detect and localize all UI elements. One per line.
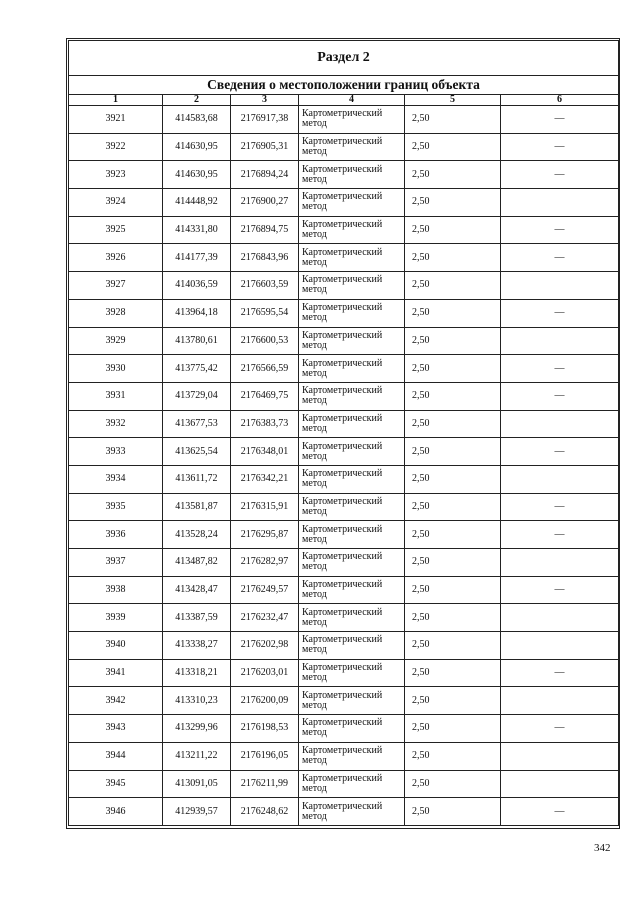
point-number-cell: 3928 <box>69 299 163 327</box>
table-row <box>69 382 619 410</box>
accuracy-cell: 2,50 <box>405 604 501 632</box>
x-coordinate-cell: 414448,92 <box>163 189 231 217</box>
point-number-cell: 3940 <box>69 632 163 660</box>
accuracy-cell: 2,50 <box>405 465 501 493</box>
table-subtitle: Сведения о местоположении границ объекта <box>69 76 619 95</box>
method-line-2: метод <box>302 672 327 684</box>
accuracy-cell: 2,50 <box>405 355 501 383</box>
x-coordinate-cell: 413775,42 <box>163 355 231 383</box>
y-coordinate-cell: 2176282,97 <box>231 549 299 577</box>
x-coordinate-cell: 413338,27 <box>163 632 231 660</box>
method-cell <box>299 549 405 577</box>
method-line-2: метод <box>302 312 327 324</box>
method-line-1: Картометрический <box>302 579 383 591</box>
x-coordinate-cell: 413487,82 <box>163 549 231 577</box>
description-cell <box>501 465 619 493</box>
accuracy-cell: 2,50 <box>405 272 501 300</box>
table-row <box>69 576 619 604</box>
y-coordinate-cell: 2176900,27 <box>231 189 299 217</box>
x-coordinate-cell: 413091,05 <box>163 770 231 798</box>
description-cell <box>501 327 619 355</box>
method-cell <box>299 216 405 244</box>
description-cell <box>501 189 619 217</box>
description-cell <box>501 742 619 770</box>
point-number-cell: 3944 <box>69 742 163 770</box>
x-coordinate-cell: 413318,21 <box>163 659 231 687</box>
point-number-cell: 3927 <box>69 272 163 300</box>
document-table-container <box>68 40 618 826</box>
accuracy-cell: 2,50 <box>405 521 501 549</box>
table-row <box>69 549 619 577</box>
method-cell <box>299 244 405 272</box>
description-cell <box>501 604 619 632</box>
description-cell: — <box>501 382 619 410</box>
accuracy-cell: 2,50 <box>405 244 501 272</box>
method-line-1: Картометрический <box>302 412 383 424</box>
x-coordinate-cell: 413428,47 <box>163 576 231 604</box>
accuracy-cell: 2,50 <box>405 299 501 327</box>
method-line-2: метод <box>302 699 327 711</box>
point-number-cell: 3929 <box>69 327 163 355</box>
x-coordinate-cell: 414331,80 <box>163 216 231 244</box>
column-header: 3 <box>231 95 299 106</box>
method-line-2: метод <box>302 589 327 601</box>
method-cell <box>299 632 405 660</box>
method-line-1: Картометрический <box>302 800 383 812</box>
method-line-2: метод <box>302 146 327 158</box>
y-coordinate-cell: 2176894,75 <box>231 216 299 244</box>
x-coordinate-cell: 413528,24 <box>163 521 231 549</box>
column-header: 2 <box>163 95 231 106</box>
description-cell: — <box>501 493 619 521</box>
table-row <box>69 798 619 826</box>
method-cell <box>299 327 405 355</box>
column-header: 1 <box>69 95 163 106</box>
point-number-cell: 3934 <box>69 465 163 493</box>
table-row <box>69 659 619 687</box>
boundary-table <box>68 40 619 826</box>
table-row <box>69 189 619 217</box>
method-line-2: метод <box>302 727 327 739</box>
y-coordinate-cell: 2176917,38 <box>231 106 299 134</box>
accuracy-cell: 2,50 <box>405 770 501 798</box>
point-number-cell: 3945 <box>69 770 163 798</box>
description-cell <box>501 410 619 438</box>
y-coordinate-cell: 2176603,59 <box>231 272 299 300</box>
method-line-1: Картометрический <box>302 274 383 286</box>
point-number-cell: 3922 <box>69 133 163 161</box>
method-line-1: Картометрический <box>302 717 383 729</box>
method-line-2: метод <box>302 478 327 490</box>
method-line-1: Картометрический <box>302 634 383 646</box>
column-header: 4 <box>299 95 405 106</box>
column-header: 6 <box>501 95 619 106</box>
point-number-cell: 3935 <box>69 493 163 521</box>
table-row <box>69 244 619 272</box>
accuracy-cell: 2,50 <box>405 327 501 355</box>
accuracy-cell: 2,50 <box>405 687 501 715</box>
accuracy-cell: 2,50 <box>405 106 501 134</box>
method-line-2: метод <box>302 561 327 573</box>
accuracy-cell: 2,50 <box>405 382 501 410</box>
y-coordinate-cell: 2176315,91 <box>231 493 299 521</box>
accuracy-cell: 2,50 <box>405 576 501 604</box>
x-coordinate-cell: 414583,68 <box>163 106 231 134</box>
method-line-2: метод <box>302 367 327 379</box>
x-coordinate-cell: 413677,53 <box>163 410 231 438</box>
y-coordinate-cell: 2176202,98 <box>231 632 299 660</box>
y-coordinate-cell: 2176894,24 <box>231 161 299 189</box>
method-line-2: метод <box>302 395 327 407</box>
method-line-2: метод <box>302 256 327 268</box>
point-number-cell: 3923 <box>69 161 163 189</box>
point-number-cell: 3933 <box>69 438 163 466</box>
method-line-1: Картометрический <box>302 523 383 535</box>
description-cell: — <box>501 133 619 161</box>
method-line-2: метод <box>302 505 327 517</box>
point-number-cell: 3937 <box>69 549 163 577</box>
y-coordinate-cell: 2176342,21 <box>231 465 299 493</box>
table-row <box>69 687 619 715</box>
description-cell <box>501 632 619 660</box>
method-line-2: метод <box>302 644 327 656</box>
point-number-cell: 3938 <box>69 576 163 604</box>
method-line-2: метод <box>302 755 327 767</box>
method-line-2: метод <box>302 201 327 213</box>
y-coordinate-cell: 2176203,01 <box>231 659 299 687</box>
method-line-2: метод <box>302 616 327 628</box>
method-line-2: метод <box>302 422 327 434</box>
method-cell <box>299 272 405 300</box>
y-coordinate-cell: 2176600,53 <box>231 327 299 355</box>
x-coordinate-cell: 412939,57 <box>163 798 231 826</box>
method-line-1: Картометрический <box>302 302 383 314</box>
method-line-2: метод <box>302 782 327 794</box>
point-number-cell: 3921 <box>69 106 163 134</box>
table-body <box>69 106 619 826</box>
method-line-2: метод <box>302 450 327 462</box>
table-row <box>69 742 619 770</box>
method-cell <box>299 410 405 438</box>
method-line-1: Картометрический <box>302 772 383 784</box>
accuracy-cell: 2,50 <box>405 798 501 826</box>
x-coordinate-cell: 413625,54 <box>163 438 231 466</box>
accuracy-cell: 2,50 <box>405 410 501 438</box>
table-row <box>69 216 619 244</box>
x-coordinate-cell: 413310,23 <box>163 687 231 715</box>
description-cell <box>501 272 619 300</box>
y-coordinate-cell: 2176566,59 <box>231 355 299 383</box>
point-number-cell: 3924 <box>69 189 163 217</box>
page-number: 342 <box>594 842 611 854</box>
x-coordinate-cell: 413581,87 <box>163 493 231 521</box>
method-line-2: метод <box>302 118 327 130</box>
method-line-2: метод <box>302 173 327 185</box>
y-coordinate-cell: 2176249,57 <box>231 576 299 604</box>
method-line-1: Картометрический <box>302 191 383 203</box>
y-coordinate-cell: 2176248,62 <box>231 798 299 826</box>
method-cell <box>299 770 405 798</box>
y-coordinate-cell: 2176200,09 <box>231 687 299 715</box>
method-line-1: Картометрический <box>302 551 383 563</box>
method-line-1: Картометрический <box>302 745 383 757</box>
method-line-1: Картометрический <box>302 662 383 674</box>
method-line-1: Картометрический <box>302 689 383 701</box>
method-cell <box>299 189 405 217</box>
method-cell <box>299 798 405 826</box>
method-cell <box>299 133 405 161</box>
method-line-2: метод <box>302 339 327 351</box>
accuracy-cell: 2,50 <box>405 659 501 687</box>
method-cell <box>299 576 405 604</box>
y-coordinate-cell: 2176211,99 <box>231 770 299 798</box>
table-row <box>69 438 619 466</box>
method-line-1: Картометрический <box>302 606 383 618</box>
point-number-cell: 3925 <box>69 216 163 244</box>
accuracy-cell: 2,50 <box>405 189 501 217</box>
x-coordinate-cell: 414036,59 <box>163 272 231 300</box>
table-row <box>69 493 619 521</box>
description-cell: — <box>501 161 619 189</box>
y-coordinate-cell: 2176595,54 <box>231 299 299 327</box>
table-row <box>69 299 619 327</box>
method-cell <box>299 493 405 521</box>
method-cell <box>299 659 405 687</box>
table-row <box>69 355 619 383</box>
method-cell <box>299 687 405 715</box>
column-header: 5 <box>405 95 501 106</box>
method-cell <box>299 161 405 189</box>
method-cell <box>299 299 405 327</box>
description-cell: — <box>501 216 619 244</box>
table-row <box>69 327 619 355</box>
accuracy-cell: 2,50 <box>405 133 501 161</box>
table-row <box>69 272 619 300</box>
y-coordinate-cell: 2176469,75 <box>231 382 299 410</box>
y-coordinate-cell: 2176295,87 <box>231 521 299 549</box>
table-row <box>69 715 619 743</box>
method-line-1: Картометрический <box>302 329 383 341</box>
x-coordinate-cell: 414630,95 <box>163 161 231 189</box>
x-coordinate-cell: 413964,18 <box>163 299 231 327</box>
y-coordinate-cell: 2176232,47 <box>231 604 299 632</box>
description-cell: — <box>501 576 619 604</box>
accuracy-cell: 2,50 <box>405 742 501 770</box>
point-number-cell: 3936 <box>69 521 163 549</box>
method-line-2: метод <box>302 229 327 241</box>
point-number-cell: 3926 <box>69 244 163 272</box>
column-header-row <box>69 95 619 106</box>
method-cell <box>299 355 405 383</box>
description-cell: — <box>501 659 619 687</box>
accuracy-cell: 2,50 <box>405 438 501 466</box>
table-row <box>69 604 619 632</box>
method-line-1: Картометрический <box>302 136 383 148</box>
x-coordinate-cell: 413729,04 <box>163 382 231 410</box>
method-cell <box>299 438 405 466</box>
method-cell <box>299 604 405 632</box>
method-cell <box>299 715 405 743</box>
method-line-1: Картометрический <box>302 495 383 507</box>
method-line-1: Картометрический <box>302 246 383 258</box>
table-row <box>69 632 619 660</box>
method-cell <box>299 465 405 493</box>
y-coordinate-cell: 2176383,73 <box>231 410 299 438</box>
table-row <box>69 521 619 549</box>
description-cell: — <box>501 299 619 327</box>
y-coordinate-cell: 2176198,53 <box>231 715 299 743</box>
y-coordinate-cell: 2176905,31 <box>231 133 299 161</box>
description-cell: — <box>501 715 619 743</box>
method-line-1: Картометрический <box>302 219 383 231</box>
point-number-cell: 3931 <box>69 382 163 410</box>
description-cell: — <box>501 438 619 466</box>
point-number-cell: 3943 <box>69 715 163 743</box>
method-line-1: Картометрический <box>302 357 383 369</box>
method-line-1: Картометрический <box>302 440 383 452</box>
section-title: Раздел 2 <box>69 41 619 76</box>
description-cell <box>501 549 619 577</box>
description-cell <box>501 770 619 798</box>
method-line-1: Картометрический <box>302 108 383 120</box>
method-line-2: метод <box>302 533 327 545</box>
x-coordinate-cell: 413299,96 <box>163 715 231 743</box>
point-number-cell: 3941 <box>69 659 163 687</box>
table-row <box>69 770 619 798</box>
description-cell: — <box>501 798 619 826</box>
method-line-2: метод <box>302 284 327 296</box>
accuracy-cell: 2,50 <box>405 161 501 189</box>
accuracy-cell: 2,50 <box>405 493 501 521</box>
point-number-cell: 3939 <box>69 604 163 632</box>
table-row <box>69 106 619 134</box>
accuracy-cell: 2,50 <box>405 216 501 244</box>
point-number-cell: 3932 <box>69 410 163 438</box>
method-cell <box>299 382 405 410</box>
method-line-1: Картометрический <box>302 385 383 397</box>
y-coordinate-cell: 2176196,05 <box>231 742 299 770</box>
method-cell <box>299 521 405 549</box>
method-cell <box>299 106 405 134</box>
x-coordinate-cell: 414177,39 <box>163 244 231 272</box>
accuracy-cell: 2,50 <box>405 549 501 577</box>
point-number-cell: 3946 <box>69 798 163 826</box>
x-coordinate-cell: 413211,22 <box>163 742 231 770</box>
y-coordinate-cell: 2176843,96 <box>231 244 299 272</box>
y-coordinate-cell: 2176348,01 <box>231 438 299 466</box>
point-number-cell: 3942 <box>69 687 163 715</box>
table-row <box>69 410 619 438</box>
x-coordinate-cell: 413611,72 <box>163 465 231 493</box>
description-cell: — <box>501 521 619 549</box>
description-cell: — <box>501 106 619 134</box>
description-cell: — <box>501 244 619 272</box>
accuracy-cell: 2,50 <box>405 632 501 660</box>
method-line-1: Картометрический <box>302 163 383 175</box>
table-row <box>69 161 619 189</box>
x-coordinate-cell: 414630,95 <box>163 133 231 161</box>
table-row <box>69 465 619 493</box>
method-line-1: Картометрический <box>302 468 383 480</box>
table-row <box>69 133 619 161</box>
description-cell: — <box>501 355 619 383</box>
method-cell <box>299 742 405 770</box>
point-number-cell: 3930 <box>69 355 163 383</box>
x-coordinate-cell: 413387,59 <box>163 604 231 632</box>
x-coordinate-cell: 413780,61 <box>163 327 231 355</box>
accuracy-cell: 2,50 <box>405 715 501 743</box>
method-line-2: метод <box>302 810 327 822</box>
description-cell <box>501 687 619 715</box>
